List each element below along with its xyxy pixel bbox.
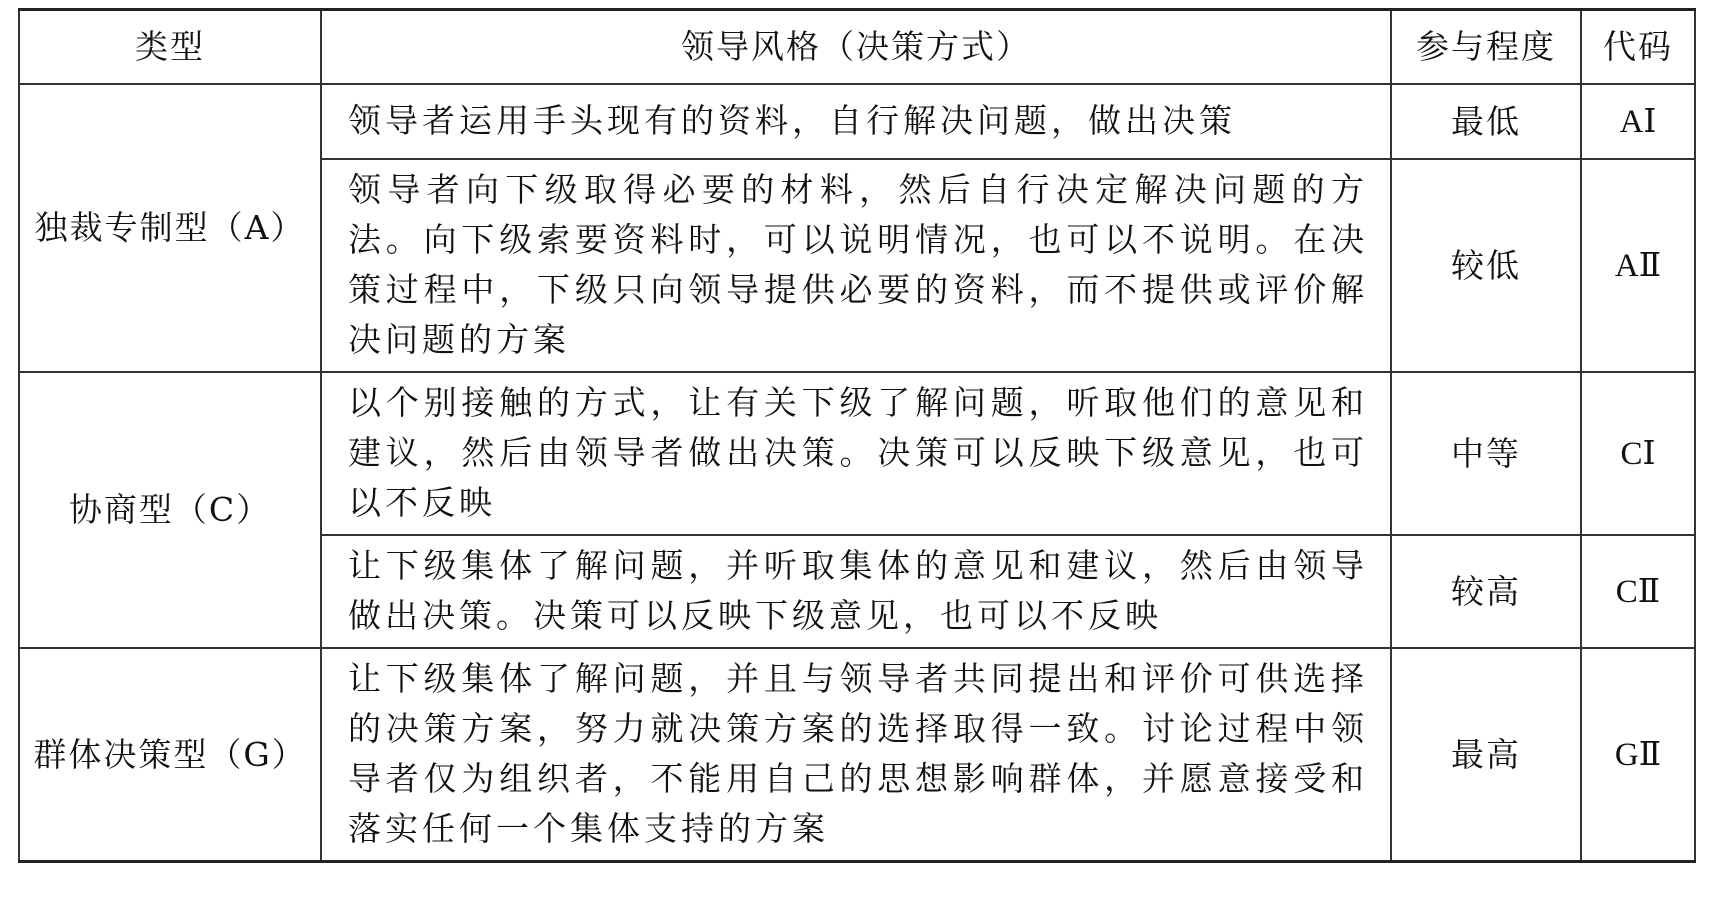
code-cell: AⅡ bbox=[1581, 159, 1695, 372]
participation-cell: 较低 bbox=[1391, 159, 1581, 372]
participation-cell: 中等 bbox=[1391, 372, 1581, 535]
participation-cell: 最低 bbox=[1391, 84, 1581, 159]
style-cell: 让下级集体了解问题，并且与领导者共同提出和评价可供选择的决策方案，努力就决策方案的选择取得一致。讨论过程中领导者仅为组织者，不能用自己的思想影响群体，并愿意接受和落实任何一个集体支持的方案 bbox=[321, 648, 1391, 862]
leadership-style-table bbox=[18, 8, 1696, 863]
style-cell: 领导者运用手头现有的资料，自行解决问题，做出决策 bbox=[321, 84, 1391, 159]
code-cell: CⅡ bbox=[1581, 535, 1695, 648]
header-type: 类型 bbox=[19, 10, 321, 85]
type-cell-consultative: 协商型（C） bbox=[19, 372, 321, 648]
table-row bbox=[19, 372, 1695, 535]
table-row bbox=[19, 84, 1695, 159]
table-row bbox=[19, 648, 1695, 862]
participation-cell: 较高 bbox=[1391, 535, 1581, 648]
code-cell: CⅠ bbox=[1581, 372, 1695, 535]
header-participation: 参与程度 bbox=[1391, 10, 1581, 85]
style-cell: 领导者向下级取得必要的材料，然后自行决定解决问题的方法。向下级索要资料时，可以说明情况，也可以不说明。在决策过程中，下级只向领导提供必要的资料，而不提供或评价解决问题的方案 bbox=[321, 159, 1391, 372]
style-cell: 以个别接触的方式，让有关下级了解问题，听取他们的意见和建议，然后由领导者做出决策。决策可以反映下级意见，也可以不反映 bbox=[321, 372, 1391, 535]
style-cell: 让下级集体了解问题，并听取集体的意见和建议，然后由领导做出决策。决策可以反映下级意见，也可以不反映 bbox=[321, 535, 1391, 648]
header-code: 代码 bbox=[1581, 10, 1695, 85]
type-cell-group: 群体决策型（G） bbox=[19, 648, 321, 862]
code-cell: AⅠ bbox=[1581, 84, 1695, 159]
document bbox=[18, 8, 1694, 863]
participation-cell: 最高 bbox=[1391, 648, 1581, 862]
header-style: 领导风格（决策方式） bbox=[321, 10, 1391, 85]
table-header-row bbox=[19, 10, 1695, 85]
code-cell: GⅡ bbox=[1581, 648, 1695, 862]
type-cell-autocratic: 独裁专制型（A） bbox=[19, 84, 321, 372]
